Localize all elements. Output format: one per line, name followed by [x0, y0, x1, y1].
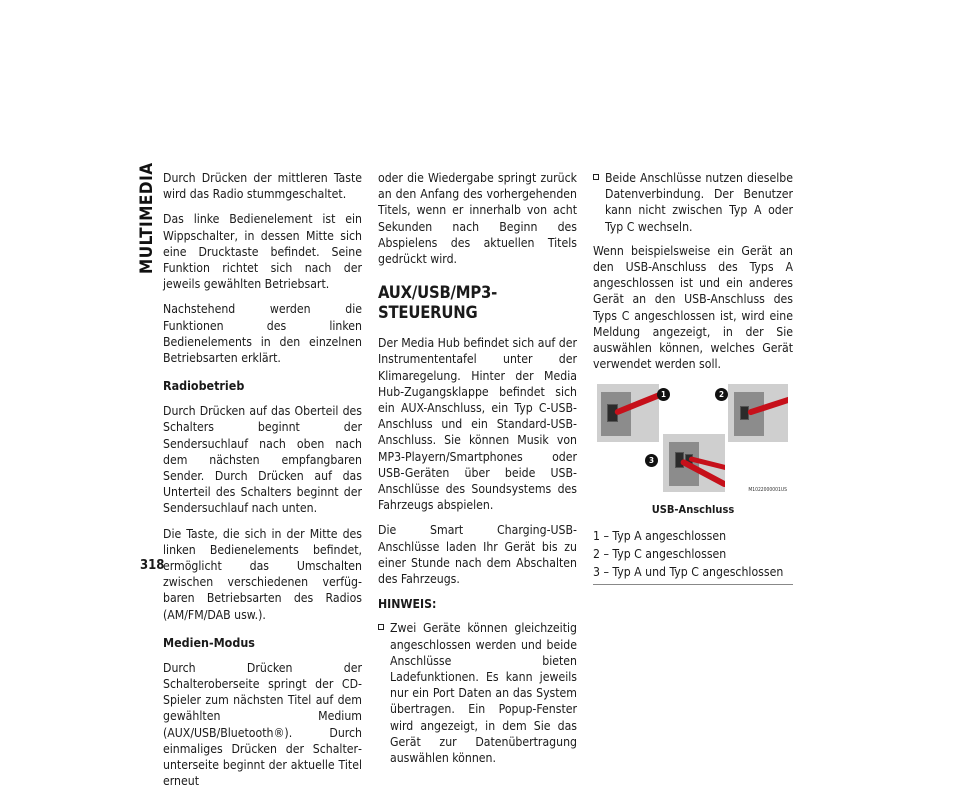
- paragraph: Nachstehend werden die Funktionen des linken Bedienelements in den einzelnen Betriebsarten erklärt.: [163, 302, 362, 366]
- checkbox-bullet-icon: [378, 624, 384, 630]
- checkbox-bullet-icon: [593, 174, 599, 180]
- paragraph: Durch Drücken der Schalteroberseite springt der CD-Spieler zum nächsten Titel auf dem gewählten Medium (AUX/USB/Bluetooth®). Durch einmaliges Drücken der Schalterunterseite beginnt der aktuelle Titel erneut: [163, 660, 362, 789]
- bullet-item: [378, 620, 577, 766]
- legend-item: 2 – Typ C angeschlossen: [593, 546, 727, 561]
- paragraph: Durch Drücken der mittleren Taste wird das Radio stummgeschaltet.: [163, 171, 362, 202]
- paragraph: oder die Wiedergabe springt zurück an den Anfang des vorhergehenden Titels, wenn er innerhalb von acht Sekunden nach Beginn des Abspielens des aktuellen Titels gedrückt wird.: [378, 171, 577, 267]
- subheading-radiobetrieb: Radiobetrieb: [163, 378, 245, 394]
- photo-type-c: [728, 384, 788, 442]
- bullet-item: [593, 170, 793, 235]
- column-2: [378, 170, 577, 774]
- legend-item: 3 – Typ A und Typ C angeschlossen: [593, 565, 784, 580]
- legend-item: 1 – Typ A angeschlossen: [593, 528, 727, 543]
- chapter-tab: [137, 162, 158, 274]
- note-label: HINWEIS:: [378, 597, 437, 612]
- paragraph: Durch Drücken auf das Oberteil des Schalters beginnt der Sendersuchlauf nach oben nach dem nächsten empfangbaren Sender. Durch Drücken auf das Unterteil des Schalters beginnt der Sendersuchlauf nach unten.: [163, 404, 362, 516]
- paragraph: Der Media Hub befindet sich auf der Instrumententafel unter der Klimaregelung. Hinter der Media Hub-Zugangsklappe befindet sich ein AUX-Anschluss, ein Typ C-USB-Anschluss und ein Standard-USB-Anschluss. Sie können Musik von MP3-Playern/Smartphones oder USB-Geräten über beide USB-Anschlüsse des Soundsystems des Fahrzeugs abspielen.: [378, 336, 577, 513]
- column-1: [163, 170, 362, 799]
- figure-caption: USB-Anschluss: [651, 503, 735, 517]
- figure-legend: [593, 528, 793, 586]
- callout-1: 1: [657, 388, 670, 401]
- bullet-text: Zwei Geräte können gleichzeitig angeschlossen werden und beide Anschlüsse bieten Ladefunktionen. Es kann jeweils nur ein Port Daten an das System übertragen. Ein Popup-Fenster wird angezeigt, in dem Sie das Gerät zur Datenübertragung auswählen können.: [390, 621, 577, 766]
- column-3: [593, 170, 793, 585]
- chapter-tab-label: MULTIMEDIA: [137, 162, 157, 274]
- photo-type-a-and-c: [663, 434, 725, 492]
- paragraph: Die Taste, die sich in der Mitte des linken Bedienelements befindet, ermöglicht das Umschalten zwischen verschiedenen verfügbaren Betriebsarten des Radios (AM/FM/DAB usw.).: [163, 526, 362, 622]
- photo-type-a: [597, 384, 659, 442]
- paragraph: Das linke Bedienelement ist ein Wippschalter, in dessen Mitte sich eine Drucktaste befindet. Seine Funktion richtet sich nach der jeweils gewählten Betriebsart.: [163, 212, 362, 292]
- bullet-text: Beide Anschlüsse nutzen dieselbe Datenverbindung. Der Benutzer kann nicht zwischen Typ A oder Typ C wechseln.: [605, 171, 793, 234]
- paragraph: Wenn beispielsweise ein Gerät an den USB-Anschluss des Typs A angeschlossen ist und ein anderes Gerät an den USB-Anschluss des Typs C angeschlossen ist, wird eine Meldung angezeigt, in der Sie auswählen können, welches Gerät verwendet werden soll.: [593, 243, 793, 372]
- callout-2: 2: [715, 388, 728, 401]
- paragraph: Die Smart Charging-USB-Anschlüsse laden Ihr Gerät bis zu einer Stunde nach dem Abschalten des Fahrzeugs.: [378, 523, 577, 587]
- figure-code: M1022000001US: [748, 487, 787, 494]
- page-number: 318: [140, 558, 165, 573]
- section-heading: AUX/USB/MP3-STEUERUNG: [378, 283, 498, 323]
- subheading-medien-modus: Medien-Modus: [163, 634, 255, 650]
- callout-3: 3: [645, 454, 658, 467]
- usb-port-figure: [593, 384, 793, 498]
